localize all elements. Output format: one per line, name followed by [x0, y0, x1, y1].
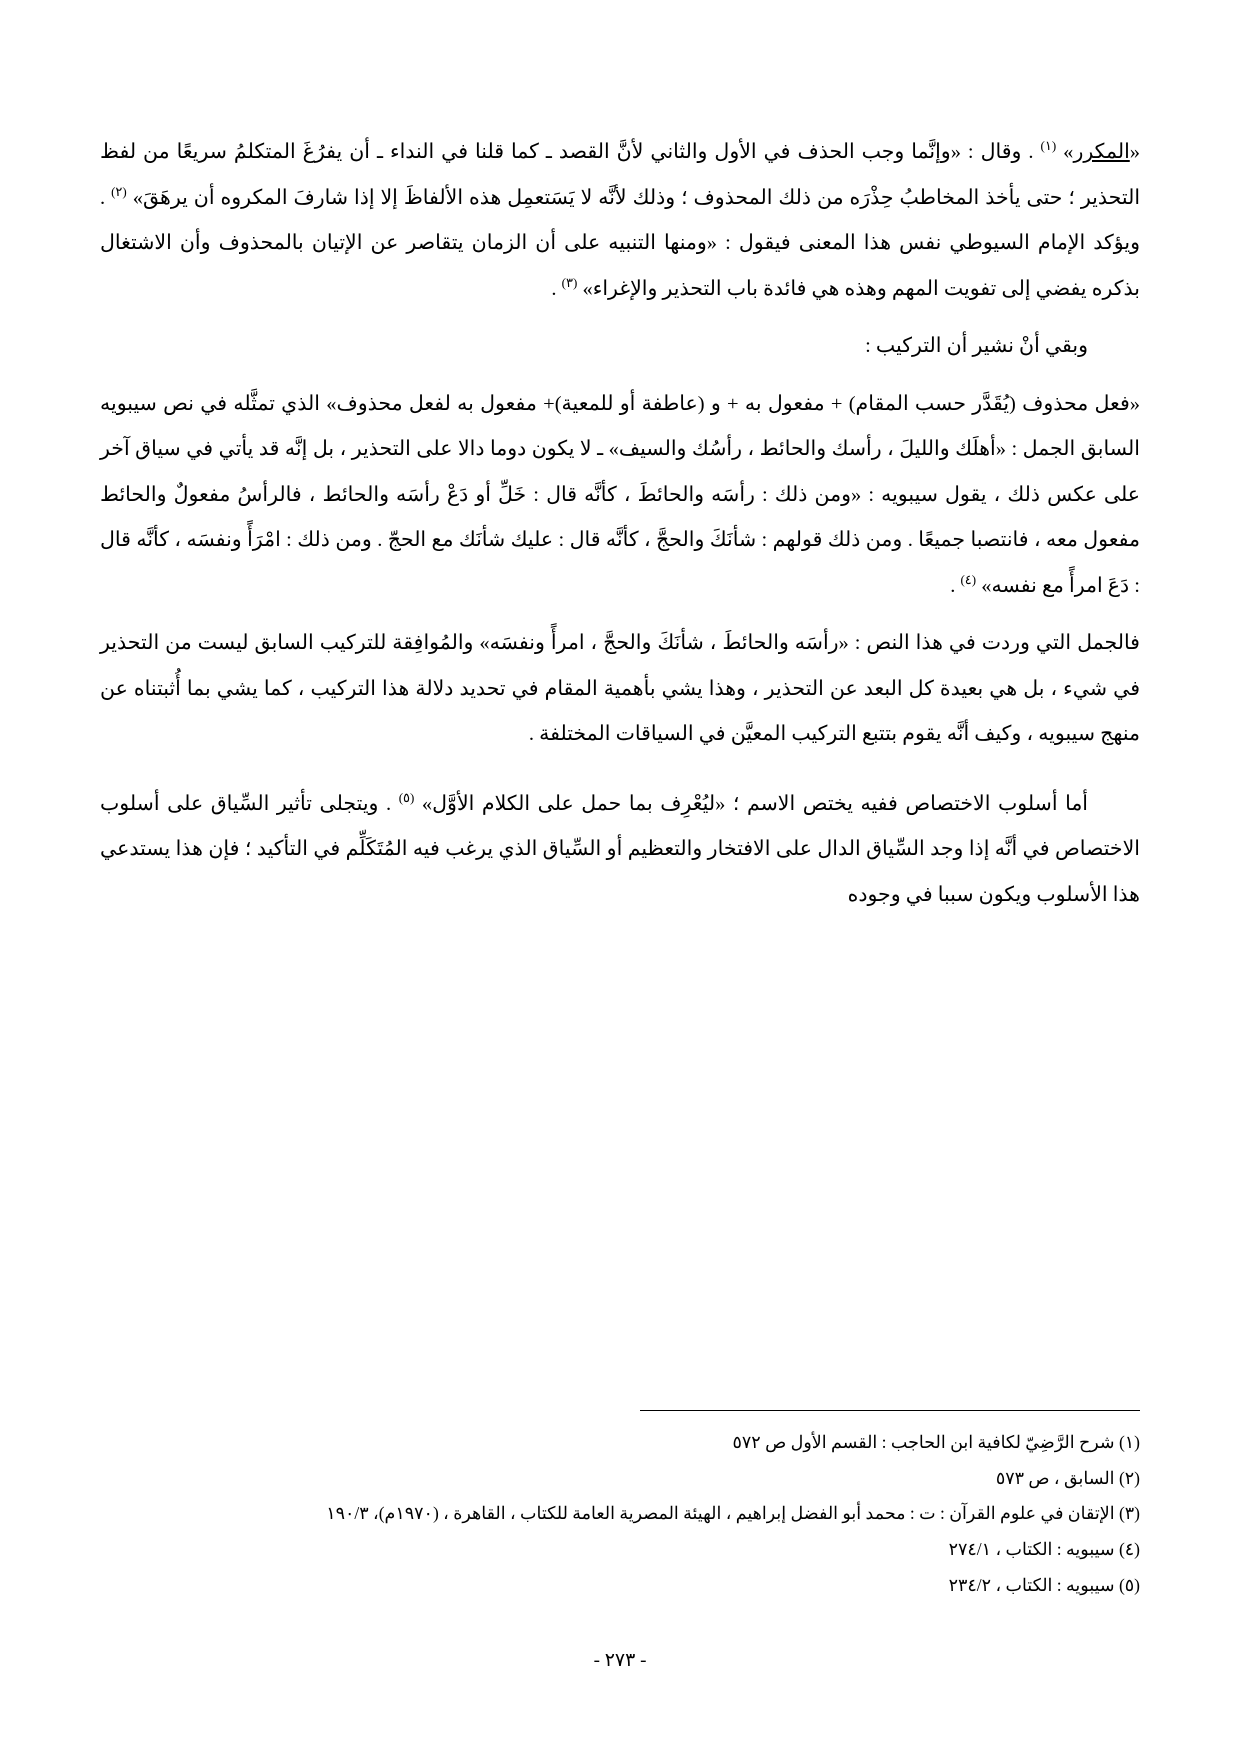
page-body — [100, 130, 1140, 918]
footnote-text: السابق ، ص ٥٧٣ — [995, 1467, 1115, 1488]
page-number: - ٢٧٣ - — [593, 1650, 647, 1671]
paragraph-5-text: أما أسلوب الاختصاص ففيه يختص الاسم ؛ «ليُعْرِف بما حمل على الكلام الأوَّل» — [414, 792, 1088, 815]
footnote-ref-1[interactable]: (١) — [1040, 138, 1057, 154]
paragraph-1-text-b: . ويؤكد الإمام السيوطي نفس هذا المعنى فيقول : «ومنها التنبيه على أن الزمان يتقاصر عن الإتيان بالمحذوف وأن الاشتغال بذكره يفضي إلى تفويت المهم وهذه هي فائدة باب التحذير والإغراء» — [100, 186, 1140, 300]
footnote-item-2 — [100, 1461, 1140, 1497]
footnote-marker: (٢) — [1118, 1467, 1140, 1488]
paragraph-4: فالجمل التي وردت في هذا النص : «رأسَه والحائطَ ، شأنَكَ والحجَّ ، امرأً ونفسَه» والمُوافِقة للتركيب السابق ليست من التحذير في شيء ، بل هي بعيدة كل البعد عن التحذير ، وهذا يشي بأهمية المقام في تحديد دلالة هذا التركيب ، كما يشي بما أُثبتناه عن منهج سيبويه ، وكيف أنَّه يقوم بتتبع التركيب المعيَّن في السياقات المختلفة . — [100, 632, 1140, 745]
paragraph-3-text: «فعل محذوف (يُقَدَّر حسب المقام) + مفعول به + و (عاطفة أو للمعية)+ مفعول به لفعل محذوف» الذي تمثَّله في نص سيبويه السابق الجمل : «أهلَك والليلَ ، رأسك والحائط ، رأسُك والسيف» ـ لا يكون دوما دالا على التحذير ، بل إنَّه قد يأتي في سياق آخر على عكس ذلك ، يقول سيبويه : «ومن ذلك : رأسَه والحائطَ ، كأنَّه قال : خَلِّ أو دَعْ رأسَه والحائط ، فالرأسُ مفعولٌ والحائط مفعول معه ، فانتصبا جميعًا . ومن ذلك قولهم : شأنَكَ والحجَّ ، كأنَّه قال : عليك شأنَك مع الحجّ . ومن ذلك : امْرَأً ونفسَه ، كأنَّه قال : دَعَ امرأً مع نفسه» — [100, 392, 1140, 597]
footnote-text: سيبويه : الكتاب ، ٢٧٤/١ — [948, 1539, 1115, 1560]
footnote-list — [100, 1425, 1140, 1604]
paragraph-3 — [100, 382, 1140, 610]
footnote-ref-5[interactable]: (٥) — [398, 789, 415, 805]
paragraph-5-text-end: . ويتجلى تأثير السِّياق على أسلوب الاختصاص في أنَّه إذا وجد السِّياق الدال على الافتخار والتعظيم أو السِّياق الذي يرغب فيه المُتَكَلِّم في التأكيد ؛ فإن هذا يستدعي هذا الأسلوب ويكون سببا في وجوده — [100, 792, 1140, 906]
footnote-marker: (٥) — [1118, 1575, 1140, 1596]
footnote-item-3 — [100, 1496, 1140, 1532]
quote-open: « — [1129, 141, 1141, 163]
footnote-ref-3[interactable]: (٣) — [561, 274, 578, 290]
footnote-ref-2[interactable]: (٢) — [111, 183, 127, 199]
paragraph-1-text-a: . وقال : «وإنَّما وجب الحذف في الأول والثاني لأنَّ القصد ـ كما قلنا في النداء ـ أن يفرُغَ المتكلمُ سريعًا من لفظ التحذير ؛ حتى يأخذ المخاطبُ حِذْرَه من ذلك المحذوف ؛ وذلك لأنَّه لا يَسَتعمِل هذه الألفاظَ إلا إذا شارفَ المكروه أن يرهَقَ» — [100, 141, 1141, 209]
footnote-text: شرح الرَّضِيّ لكافية ابن الحاجب : القسم الأول ص ٥٧٢ — [732, 1431, 1115, 1452]
footnote-item-1 — [100, 1425, 1140, 1461]
term-almukarrar: المكرر — [1073, 141, 1130, 163]
paragraph-spacer — [100, 372, 1140, 382]
paragraph-2: وبقي أنْ نشير أن التركيب : — [865, 335, 1088, 357]
paragraph-spacer — [100, 760, 1140, 782]
paragraph-1 — [100, 130, 1140, 312]
paragraph-3-text-end: . — [950, 574, 961, 597]
paragraph-1-text-c: . — [551, 277, 562, 300]
footnote-marker: (١) — [1118, 1431, 1140, 1452]
paragraph-spacer — [100, 611, 1140, 621]
footnote-text: الإتقان في علوم القرآن : ت : محمد أبو الفضل إبراهيم ، الهيئة المصرية العامة للكتاب ، القاهرة ، (١٩٧٠م)، ١٩٠/٣ — [326, 1503, 1115, 1524]
footnote-marker: (٣) — [1118, 1503, 1140, 1524]
footnote-area — [100, 1410, 1140, 1604]
footnote-separator-rule — [640, 1410, 1140, 1411]
quote-close: » — [1056, 141, 1074, 163]
footnote-marker: (٤) — [1118, 1539, 1140, 1560]
paragraph-5 — [100, 782, 1140, 919]
footnote-item-5 — [100, 1568, 1140, 1604]
paragraph-spacer — [100, 314, 1140, 324]
footnote-item-4 — [100, 1532, 1140, 1568]
footnote-text: سيبويه : الكتاب ، ٢٣٤/٢ — [948, 1575, 1115, 1596]
footnote-ref-4[interactable]: (٤) — [960, 571, 977, 587]
